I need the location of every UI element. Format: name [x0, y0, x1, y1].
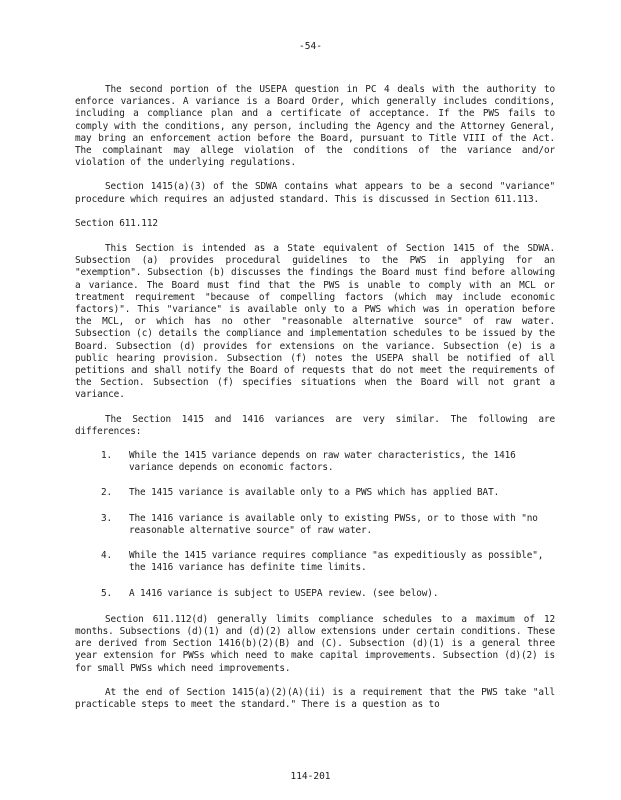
list-item-number: 4. [101, 550, 113, 562]
list-item-text: The 1415 variance is available only to a PWS which has applied BAT. [129, 487, 500, 499]
paragraph-adjusted-standard: Section 1415(a)(3) of the SDWA contains what appears to be a second "variance" procedure which requires an adjusted standard. This is discussed in Section 611.113. [75, 181, 555, 205]
list-item [75, 487, 555, 499]
list-item-number: 3. [101, 512, 113, 524]
list-item [75, 450, 555, 474]
page-footer: 114-201 [290, 771, 331, 782]
list-item [75, 588, 555, 600]
list-item-text: While the 1415 variance requires compliance "as expeditiously as possible", the 1416 variance has definite time limits. [129, 550, 544, 574]
paragraph-compliance-schedules: Section 611.112(d) generally limits compliance schedules to a maximum of 12 months. Subsections (d)(1) and (d)(2) allow extensions under certain conditions. These are derived from Section 1416(b)(2)(B) and (C). Subsection (d)(1) is a general three year extension for PWSs which need to make capital improvements. Subsection (d)(2) is for small PWSs which need improvements. [75, 613, 555, 674]
differences-list [75, 450, 555, 600]
list-item [75, 550, 555, 574]
page-number: -54- [299, 41, 322, 52]
list-item-text: The 1416 variance is available only to existing PWSs, or to those with "no reasonable alternative source" of raw water. [129, 512, 538, 536]
paragraph-practicable-steps: At the end of Section 1415(a)(2)(A)(ii) is a requirement that the PWS take "all practicable steps to meet the standard." There is a question as to [75, 686, 555, 710]
paragraph-section-description: This Section is intended as a State equivalent of Section 1415 of the SDWA. Subsection (a) provides procedural guidelines to the PWS in applying for an "exemption". Subsection (b) discusses the findings the Board must find before allowing a variance. The Board must find that the PWS is unable to comply with an MCL or treatment requirement "because of compelling factors (which may include economic factors)". This "variance" is available only to a PWS which was in operation before the MCL, or which has no other "reasonable alternative source" of raw water. Subsection (c) details the compliance and implementation schedules to be issued by the Board. Subsection (d) provides for extensions on the variance. Subsection (e) is a public hearing provision. Subsection (f) notes the USEPA shall be notified of all petitions and shall notify the Board of requests that do not meet the requirements of the Section. Subsection (f) specifies situations when the Board will not grant a variance. [75, 243, 555, 401]
section-heading: Section 611.112 [75, 217, 158, 229]
list-item-text: While the 1415 variance depends on raw water characteristics, the 1416 variance depends on economic factors. [129, 450, 516, 474]
paragraph-differences-intro: The Section 1415 and 1416 variances are very similar. The following are differences: [75, 413, 555, 437]
list-item-text: A 1416 variance is subject to USEPA review. (see below). [129, 587, 439, 599]
list-item-number: 2. [101, 487, 113, 499]
list-item-number: 5. [101, 587, 113, 599]
document-body [75, 84, 555, 711]
list-item [75, 513, 555, 537]
paragraph-enforcement: The second portion of the USEPA question in PC 4 deals with the authority to enforce variances. A variance is a Board Order, which generally includes conditions, including a compliance plan and a certificate of acceptance. If the PWS fails to comply with the conditions, any person, including the Agency and the Attorney General, may bring an enforcement action before the Board, pursuant to Title VIII of the Act. The complainant may allege violation of the conditions of the variance and/or violation of the underlying regulations. [75, 84, 555, 169]
list-item-number: 1. [101, 450, 113, 462]
